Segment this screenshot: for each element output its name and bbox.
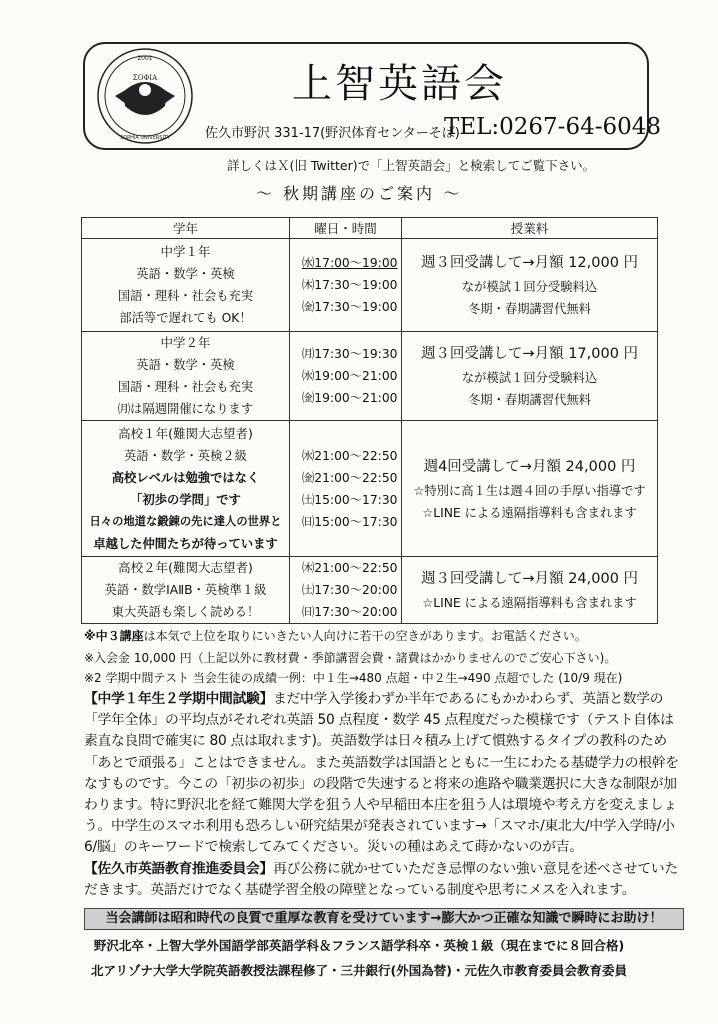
fee-cell xyxy=(402,421,658,557)
grade-line: ㈪は隔週開催になります xyxy=(117,402,254,416)
grade-line: 東大英語も楽しく読める！ xyxy=(111,605,260,619)
grade-title: 中学１年 xyxy=(160,244,211,259)
header-fee: 授業料 xyxy=(402,218,658,239)
school-name: 上智英語会 xyxy=(292,61,507,107)
time-slot: ㈮17:30～19:00 xyxy=(302,300,398,314)
footnote-test-results: ※2 学期中間テスト 当会生徒の成績一例：中１生→480 点超・中２生→490 点超でした (10/9 現在) xyxy=(84,671,623,685)
time-cell xyxy=(290,421,402,557)
fee-line: 冬期・春期講習代無料 xyxy=(468,302,591,316)
table-row xyxy=(82,332,658,421)
telephone: TEL:0267-64-6048 xyxy=(444,114,662,140)
grade-line: 英語・数学ⅠAⅡB・英検準１級 xyxy=(104,583,267,597)
instructor-credentials-line: 野沢北卒・上智大学外国語学部英語学科＆フランス語学科卒・英検１級（現在までに８回合格) xyxy=(93,938,625,953)
header-grade: 学年 xyxy=(82,218,290,239)
footnote-middle-school-3 xyxy=(84,627,587,644)
fee-cell xyxy=(402,239,658,332)
search-note: 詳しくはＸ(旧 Twitter)で「上智英語会」と検索してご覧下さい。 xyxy=(227,158,596,173)
grade-cell xyxy=(82,421,290,557)
article-label: 【佐久市英語教育推進委員会】 xyxy=(84,860,273,877)
article-section xyxy=(84,689,684,901)
article-committee xyxy=(84,859,684,901)
fee-line: なが模試１回分受験料込 xyxy=(461,371,598,385)
section-title: ～ 秋期講座のご案内 ～ xyxy=(255,184,463,203)
fee-main: 週３回受講して→月額 24,000 円 xyxy=(420,571,639,587)
logo-ring-text: SOPHIA UNIVERSITY xyxy=(119,135,171,141)
time-slot: ㈬17:00～19:00 xyxy=(302,256,398,270)
grade-line: 英語・数学・英検 xyxy=(136,267,235,281)
address: 佐久市野沢 331-17(野沢体育センターそば) xyxy=(205,126,460,141)
table-header-row xyxy=(82,218,658,239)
article-midterm xyxy=(84,689,684,859)
grade-line: 「初歩の学問」です xyxy=(130,492,241,507)
time-slot: ㈬19:00～21:00 xyxy=(302,369,398,383)
time-cell xyxy=(290,239,402,332)
grade-line: 部活等で遅れても OK！ xyxy=(119,311,252,325)
logo-year: 2001 xyxy=(137,55,153,62)
fee-cell xyxy=(402,332,658,421)
fee-line: なが模試１回分受験料込 xyxy=(461,280,598,294)
header-time: 曜日・時間 xyxy=(290,218,402,239)
table-row xyxy=(82,239,658,332)
time-slot: ㈮21:00～22:50 xyxy=(302,470,398,485)
time-slot: ㈭17:30～19:00 xyxy=(302,278,398,292)
footnote-enrollment-fee: ※入会金 10,000 円（上記以外に教材費・季節講習会費・諸費はかかりませんのでご安心下さい)。 xyxy=(84,651,617,665)
fee-main: 週３回受講して→月額 12,000 円 xyxy=(420,255,639,271)
schedule-table xyxy=(81,217,658,624)
time-cell xyxy=(290,557,402,624)
article-text: まだ中学入学後わずか半年であるにもかかわらず、英語と数学の「学年全体」の平均点がそれぞれ英語 50 点程度・数学 45 点程度だった模様です（テスト自体は素直な良問で確実に 80 点は取れます)。英語数学は日々積み上げて慣熟するタイプの教科のため「あとで頑張る」ことはできません。また英語数学は国語とともに一生にわたる基礎学力の根幹をなすものです。今この「初歩の初歩」の段階で失速すると将来の進路や職業選択に大きな制限が加わります。特に野沢北を経て難関大学を狙う人や早稲田本庄を狙う人は環境や考え方を変えましょう。中学生のスマホ利用も恐ろしい研究結果が発表されています→「スマホ/東北大/中学入学時/小 6/脳」のキーワードで検索してみてください。災いの種はあえて蒔かないのが吉。 xyxy=(84,691,679,856)
grade-title: 高校２年(難関大志望者) xyxy=(118,560,253,575)
grade-line: 日々の地道な鍛錬の先に達人の世界と xyxy=(89,514,282,528)
time-slot: ㈯15:00～17:30 xyxy=(302,492,398,507)
instructor-highlight-banner: 当会講師は昭和時代の良質で重厚な教育を受けています→膨大かつ正確な知識で瞬時にお助け！ xyxy=(84,908,684,930)
time-slot: ㈬21:00～22:50 xyxy=(302,448,398,463)
fee-line: 冬期・春期講習代無料 xyxy=(468,393,591,407)
fee-line: ☆LINE による遠隔指導料も含まれます xyxy=(422,596,637,610)
time-slot: ㈪17:30～19:30 xyxy=(302,347,398,361)
grade-title: 高校１年(難関大志望者) xyxy=(118,425,253,441)
grade-line: 卓越した仲間たちが待っています xyxy=(93,536,278,551)
time-slot: ㈮19:00～21:00 xyxy=(302,391,398,405)
grade-line: 英語・数学・英検２級 xyxy=(124,448,247,463)
table-row xyxy=(82,421,658,557)
time-cell xyxy=(290,332,402,421)
time-slot: ㈭21:00～22:50 xyxy=(302,561,398,575)
fee-cell xyxy=(402,557,658,624)
grade-cell xyxy=(82,239,290,332)
instructor-credentials-line: 北アリゾナ大学大学院英語教授法課程修了・三井銀行(外国為替)・元佐久市教育委員会教育委員 xyxy=(91,963,627,978)
fee-main: 週4回受講して→月額 24,000 円 xyxy=(423,458,636,475)
table-row xyxy=(82,557,658,624)
sophia-logo-seal xyxy=(95,46,195,146)
fee-line: ☆LINE による遠隔指導料も含まれます xyxy=(422,505,637,520)
time-slot: ㈰17:30～20:00 xyxy=(302,605,398,619)
article-label: 【中学１年生２学期中間試験】 xyxy=(84,691,273,707)
time-slot: ㈯17:30～20:00 xyxy=(302,583,398,597)
fee-line: ☆特別に高１生は週４回の手厚い指導です xyxy=(413,483,646,498)
grade-line: 国語・理科・社会も充実 xyxy=(117,289,254,303)
article-text: 再び公務に就かせていただき忌憚のない強い意見を述べさせていただきます。英語だけでなく基礎学習全般の障壁となっている制度や思考にメスを入れます。 xyxy=(84,860,678,898)
logo-greek-text: ΣΟΦΙΑ xyxy=(132,74,158,82)
fee-main: 週３回受講して→月額 17,000 円 xyxy=(420,346,639,362)
grade-line: 英語・数学・英検 xyxy=(136,358,235,372)
footnote-bold-label: ※中３講座 xyxy=(84,629,144,643)
grade-line: 高校レベルは勉強ではなく xyxy=(111,470,260,485)
time-slot: ㈰15:00～17:30 xyxy=(302,514,398,529)
grade-cell xyxy=(82,332,290,421)
grade-cell xyxy=(82,557,290,624)
footnote-text: は本気で上位を取りにいきたい人向けに若干の空きがあります。お電話ください。 xyxy=(143,629,587,643)
grade-line: 国語・理科・社会も充実 xyxy=(117,380,254,394)
grade-title: 中学２年 xyxy=(160,335,211,350)
